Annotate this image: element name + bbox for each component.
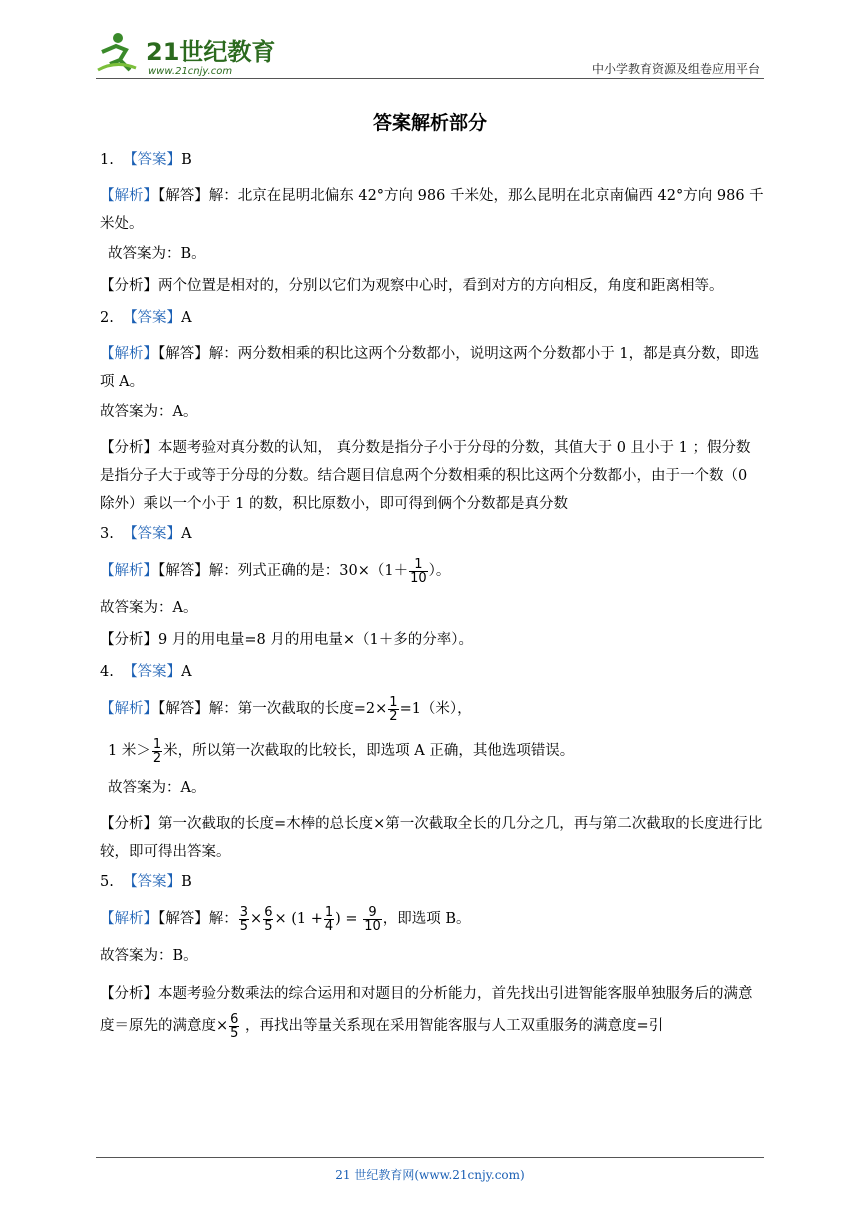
q1-answer: B bbox=[181, 152, 192, 168]
q2-answer-line: 2. 【答案】A bbox=[100, 310, 192, 326]
q2-answer: A bbox=[181, 310, 192, 326]
q3-fenxi: 【分析】9 月的用电量=8 月的用电量×（1＋多的分率）。 bbox=[100, 632, 473, 648]
fraction: $\frac{1}{2}$ bbox=[389, 694, 398, 724]
page-header bbox=[96, 30, 764, 80]
q5-answer: B bbox=[181, 874, 192, 890]
q3-jiexi: 【解析】【解答】解：列式正确的是：30×（1＋ $\frac{1}{10}$ ）。 bbox=[100, 556, 451, 586]
q3-answer-line: 3. 【答案】A bbox=[100, 526, 192, 542]
logo bbox=[96, 30, 276, 78]
q2-conclusion: 故答案为：A。 bbox=[100, 404, 198, 420]
q5-conclusion: 故答案为：B。 bbox=[100, 948, 198, 964]
answer-content bbox=[100, 150, 764, 1048]
q3-conclusion: 故答案为：A。 bbox=[100, 600, 198, 616]
q4-jiexi-line2: 1 米＞ $\frac{1}{2}$ 米，所以第一次截取的比较长，即选项 A 正确，其他选项错误。 bbox=[108, 736, 575, 766]
q1-conclusion: 故答案为：B。 bbox=[108, 246, 206, 262]
fraction: $\frac{6}{5}$ bbox=[230, 1011, 239, 1041]
q3-answer: A bbox=[181, 526, 192, 542]
logo-url: www.21cnjy.com bbox=[148, 66, 233, 77]
answer-tag: 【答案】 bbox=[123, 152, 182, 168]
q2-fenxi: 【分析】本题考验对真分数的认知， 真分数是指分子小于分母的分数，其值大于 0 且小于 1 ；假分数是指分子大于或等于分母的分数。结合题目信息两个分数相乘的积比这两个分数都小，由于一个数（0 除外）乘以一个小于 1 的数，积比原数小，即可得到俩个分数都是真分数 bbox=[100, 440, 751, 512]
header-divider bbox=[96, 78, 764, 79]
fraction: $\frac{6}{5}$ bbox=[264, 904, 273, 934]
runner-icon bbox=[98, 33, 136, 70]
q4-jiexi: 【解析】【解答】解：第一次截取的长度=2× $\frac{1}{2}$ =1（米）， bbox=[100, 694, 472, 724]
q4-answer: A bbox=[181, 664, 192, 680]
fraction: $\frac{9}{10}$ bbox=[364, 904, 381, 934]
fraction: $\frac{1}{4}$ bbox=[324, 904, 334, 934]
q2-jiexi: 【解析】【解答】解：两分数相乘的积比这两个分数都小，说明这两个分数都小于 1，都是真分数，即选项 A。 bbox=[100, 346, 760, 390]
q1-jiexi: 【解析】【解答】解：北京在昆明北偏东 42°方向 986 千米处，那么昆明在北京南偏西 42°方向 986 千米处。 bbox=[100, 188, 764, 232]
q4-conclusion: 故答案为：A。 bbox=[108, 780, 206, 796]
footer-divider bbox=[96, 1157, 764, 1158]
q5-jiexi: 【解析】【解答】解： $\frac{3}{5}$ × $\frac{6}{5}$ × (1 + $\frac{1}{4}$ ) = $\frac{9}{10}$ ，即选项 B。 bbox=[100, 904, 471, 934]
logo-text: 21世纪教育 bbox=[146, 38, 276, 66]
q4-answer-line: 4. 【答案】A bbox=[100, 664, 192, 680]
q1-answer-line: 1. 【答案】B bbox=[100, 152, 192, 168]
q5-fenxi: 【分析】本题考验分数乘法的综合运用和对题目的分析能力，首先找出引进智能客服单独服务后的满意度＝原先的满意度× $\frac{6}{5}$ ，再找出等量关系现在采用智能客服与人工双重服务的满意度=引 bbox=[100, 986, 753, 1041]
q5-answer-line: 5. 【答案】B bbox=[100, 874, 192, 890]
q4-fenxi: 【分析】第一次截取的长度=木棒的总长度×第一次截取全长的几分之几，再与第二次截取的长度进行比较，即可得出答案。 bbox=[100, 816, 763, 860]
fraction: $\frac{1}{10}$ bbox=[410, 556, 427, 586]
q1-fenxi: 【分析】两个位置是相对的，分别以它们为观察中心时，看到对方的方向相反，角度和距离相等。 bbox=[100, 278, 724, 294]
fraction: $\frac{3}{5}$ bbox=[239, 904, 249, 934]
platform-name: 中小学教育资源及组卷应用平台 bbox=[591, 62, 760, 76]
page-title: 答案解析部分 bbox=[372, 112, 487, 134]
fraction: $\frac{1}{2}$ bbox=[152, 736, 162, 766]
page-footer: 21 世纪教育网(www.21cnjy.com) bbox=[335, 1168, 525, 1182]
